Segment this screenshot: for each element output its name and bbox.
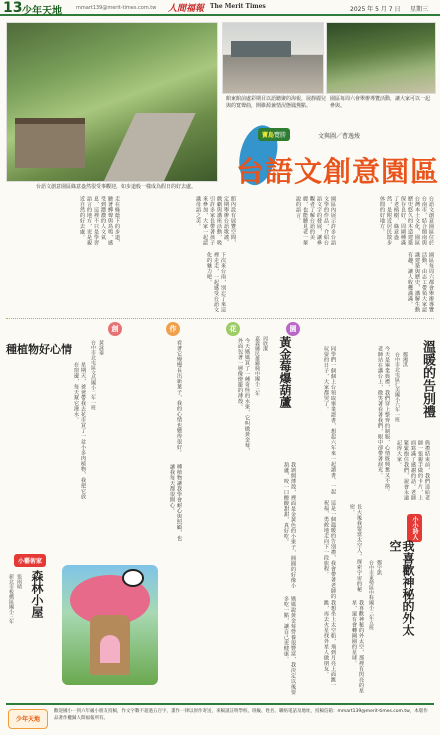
garden-tree-photo: [326, 22, 436, 94]
park-photo: [6, 22, 218, 182]
page-number: 13: [3, 0, 23, 16]
panda-figure: [122, 569, 144, 587]
page-footer: [6, 703, 434, 731]
page-header: [0, 0, 440, 16]
artwork-title: 森林小屋: [30, 570, 44, 618]
feature-author: 文與圖／曹逸焌: [318, 133, 361, 140]
weekday: 星期三: [410, 6, 429, 13]
column-badge-part-a: 寶島: [262, 132, 275, 139]
artwork-school: 新北市板橋區國小三年: [8, 574, 14, 624]
garden-tree-caption: 園區每周六會舉辦導覽活動，讓大家可以一起參與。: [330, 96, 431, 109]
article-author: 鄭湘淇: [402, 352, 408, 367]
wooden-building: [15, 118, 85, 168]
article-paragraph: 這是一個溫暖的告別禮，我會帶著老師的祝福，勇敢地走向下一段旅程。: [323, 500, 336, 599]
article-paragraph: 我喜歡神秘的外太空，那裡有閃亮的星星，還有會轉圈圈的星球。: [351, 600, 364, 694]
exhibit-room-caption: 館東館前處彩期目以語聽聚的海報，展靜麗兒與的寬聲曲，開維源兼情況態鳳鶯點。: [226, 96, 327, 109]
article-paragraph: 長大後我要當太空人，探索宇宙的秘密。: [349, 504, 362, 592]
article-paragraph: 今天是畢業典禮，我們穿上整齊的制服，心情既興奮又不捨。老師站在講台上，微笑著看著我們，眼中卻帶著淚光。: [377, 346, 390, 495]
article-paragraph: 種植物讓我學會耐心與照顧，也讓我每天都很開心。: [169, 464, 182, 541]
section-divider: [6, 318, 434, 319]
column-badge: [258, 128, 290, 141]
article-paragraph: 看著它慢慢長出新葉子，我的心情也變得很好。: [176, 340, 182, 456]
article-title: 種植物好心情: [6, 343, 72, 356]
section-name: 少年天地: [22, 6, 62, 17]
artist-column-tag: 小藝術家: [14, 554, 46, 567]
article-paragraph: 我剝開薄殼，裡面是金黃色的小果子，圓圓的好像小葫蘆，咬一口酸酸甜甜，真好吃。: [283, 462, 296, 589]
exhibit-room-photo: [222, 22, 324, 94]
section-circle: 園: [286, 322, 300, 336]
article-school: 嘉義縣民雄鄉興中國小三年: [254, 336, 260, 396]
article-school: 台中市北屯區文昌國小二年一班: [90, 340, 96, 410]
contact-email[interactable]: mmart139@merit-times.com.tw: [76, 5, 157, 11]
feature-paragraph: 下次來台南，別忘了來這裡走走，一起感受台語文化的魅力吧。: [206, 252, 226, 313]
article-paragraph: 今天媽媽買了一種奇怪的水果，它叫做黃金莓，外面包著一層像燈籠的薄殼。: [237, 338, 250, 454]
poetry-tag: 小小詩人: [407, 514, 422, 542]
display-shelf: [231, 41, 291, 57]
issue-date: 2025 年 5 月 7 日: [350, 6, 401, 13]
article-paragraph: 星期天，爸爸帶我去花市買了一盆小多肉植物，我把它放在窗邊，每天幫它澆水。: [73, 362, 86, 500]
article-title: 我喜歡神秘的外太空: [388, 540, 415, 636]
article-paragraph: 我想坐上太空船，飛到月亮上面跳一跳，再去火星找外星人做朋友。: [323, 600, 336, 688]
submission-notice: 歡迎國小一到六年級小朋友投稿，作文字數不超過五百字，畫作一律以原作寄送，來稿請註明學校、班級、姓名、聯絡電話及地址，投稿信箱：mmart139@merit-times.com.tw，本版作品著作權歸人間福報所有。: [54, 709, 428, 721]
park-photo-caption: 台語文創意園區綠意盎然很受事觀迎，如步道般一樣成為假日的好去處。: [36, 184, 197, 190]
article-author: 黃詠蓁: [98, 340, 104, 355]
article-paragraph: 同學們一個個上台領取畢業證書，想起六年來一起讀書、一起玩耍的日子，大家都哭了。: [323, 346, 336, 495]
article-paragraph: 媽媽說黃金莓營養很豐富，我決定以後要多吃一點，讓自己更健康。: [283, 596, 296, 695]
feature-paragraph: 台語文創意園區位於台南市，結合閩南與台灣本土文化，園區歷史悠久的木造建築保存良好，周圍種滿了老榕樹，綠意盎然，是附近居民散步休閒的好地方。: [379, 196, 434, 246]
tree-house-door: [100, 635, 120, 663]
section-circle: 花: [226, 322, 240, 336]
newspaper-logo: 人間福報: [168, 4, 205, 14]
article-school: 台中市東勢區中科國小三年五班: [368, 560, 374, 630]
feature-paragraph: 館內設有展覽空間，定期舉辦台語歌謠、戲劇與講座活動，吸引許多家長帶著孩子來參加，大家一起認識母語之美。: [195, 196, 236, 246]
article-author: 鄭宇凱: [376, 560, 382, 575]
newspaper-name-en: The Merit Times: [210, 3, 266, 10]
article-title: 溫暖的告別禮: [420, 340, 435, 418]
forest-cabin-artwork: [62, 565, 158, 685]
feature-paragraph: 園區每周六都會舉辦導覽活動，由志工帶領大家認識建築與歷史，講解生動有趣，讓人收穫滿滿。: [407, 252, 434, 313]
tree-lined-path: [98, 113, 195, 182]
feature-paragraph: 園區內展示許多台語文學的作品，介紹台語文字的發展，讓參觀者了解台語的美麗，也能聽見老一輩說的語言。: [295, 196, 336, 246]
section-circle: 創: [108, 322, 122, 336]
article-paragraph: 典禮結束前，我們送給老師一張親手做的卡片，上面寫滿了感謝的話。老師緊緊抱住我們，說會永遠記得大家。: [396, 440, 430, 501]
artwork-author: 張雨晴: [16, 574, 22, 589]
column-badge-part-b: 覽勝: [274, 132, 287, 139]
feature-paragraph: 走在綠蔭下的步道，聽著蟬聲與鳥鳴，感受到濃濃的人文氣息，這裡不只是學習語言的地方，更是親近自然的好去處。: [79, 196, 120, 246]
feature-title: 台語文創意園區: [236, 155, 440, 188]
article-author: 周欣潔: [262, 336, 268, 351]
section-circle: 作: [166, 322, 180, 336]
article-school: 台中市北屯區仁美國小六年一班: [394, 352, 400, 422]
article-title: 黃金莓爆葫蘆: [278, 336, 292, 408]
column-logo: 少年天地: [8, 709, 48, 729]
